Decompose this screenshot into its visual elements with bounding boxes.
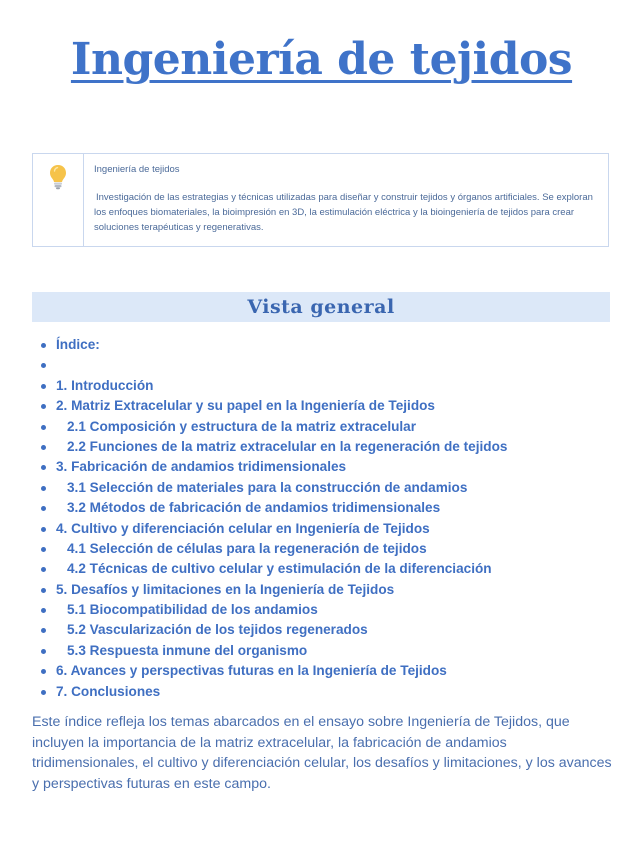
toc-item: 5.3 Respuesta inmune del organismo bbox=[40, 641, 620, 661]
table-of-contents bbox=[40, 335, 620, 702]
toc-item: 4.1 Selección de células para la regeneración de tejidos bbox=[40, 539, 620, 559]
toc-item: 7. Conclusiones bbox=[40, 682, 620, 702]
toc-item: 1. Introducción bbox=[40, 376, 620, 396]
toc-item: 6. Avances y perspectivas futuras en la Ingeniería de Tejidos bbox=[40, 661, 620, 681]
section-heading: Vista general bbox=[247, 296, 395, 318]
toc-item: 2.2 Funciones de la matriz extracelular en la regeneración de tejidos bbox=[40, 437, 620, 457]
toc-item: 2. Matriz Extracelular y su papel en la Ingeniería de Tejidos bbox=[40, 396, 620, 416]
toc-item: 3.2 Métodos de fabricación de andamios tridimensionales bbox=[40, 498, 620, 518]
lightbulb-icon bbox=[49, 164, 67, 190]
toc-item: 3.1 Selección de materiales para la construcción de andamios bbox=[40, 478, 620, 498]
toc-item: 4. Cultivo y diferenciación celular en Ingeniería de Tejidos bbox=[40, 519, 620, 539]
toc-item: 3. Fabricación de andamios tridimensionales bbox=[40, 457, 620, 477]
info-callout bbox=[32, 153, 609, 247]
summary-paragraph: Este índice refleja los temas abarcados en el ensayo sobre Ingeniería de Tejidos, que incluyen la importancia de la matriz extracelular, la fabricación de andamios tridimensionales, el cultivo y diferenciación celular, los desafíos y limitaciones, y los avances y perspectivas futuras en este campo. bbox=[32, 714, 612, 792]
toc-item: 2.1 Composición y estructura de la matriz extracelular bbox=[40, 417, 620, 437]
section-heading-bar bbox=[32, 292, 610, 322]
toc-item: Índice: bbox=[40, 335, 620, 355]
toc-item: 5. Desafíos y limitaciones en la Ingeniería de Tejidos bbox=[40, 580, 620, 600]
toc-item bbox=[40, 355, 620, 375]
callout-text: Investigación de las estrategias y técnicas utilizadas para diseñar y construir tejidos y órganos artificiales. Se exploran los enfoques biomateriales, la bioimpresión en 3D, la estimulación eléctrica y la bioingeniería de tejidos para crear soluciones terapéuticas y regenerativas. bbox=[94, 192, 593, 233]
toc-item: 5.2 Vascularización de los tejidos regenerados bbox=[40, 620, 620, 640]
callout-heading: Ingeniería de tejidos bbox=[94, 164, 180, 175]
callout-icon-column bbox=[33, 154, 84, 246]
callout-body bbox=[84, 154, 608, 246]
page-title: Ingeniería de tejidos bbox=[70, 34, 573, 85]
toc-item: 4.2 Técnicas de cultivo celular y estimulación de la diferenciación bbox=[40, 559, 620, 579]
toc-item: 5.1 Biocompatibilidad de los andamios bbox=[40, 600, 620, 620]
